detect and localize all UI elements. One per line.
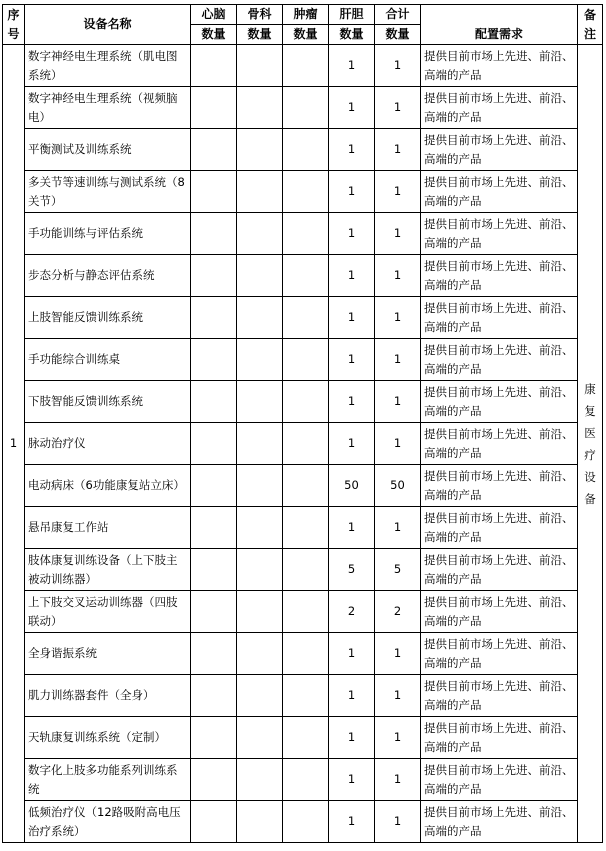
equipment-name-cell: 电动病床（6功能康复站立床） (25, 465, 191, 507)
header-qty: 数量 (191, 25, 237, 45)
qty-total-cell: 1 (375, 717, 421, 759)
header-dept-heart-brain: 心脑 (191, 5, 237, 25)
table-row (3, 45, 603, 87)
qty-heart-brain-cell (191, 633, 237, 675)
qty-hepatobiliary-cell: 1 (329, 339, 375, 381)
requirement-cell: 提供目前市场上先进、前沿、高端的产品 (421, 717, 578, 759)
qty-total-cell: 1 (375, 213, 421, 255)
qty-hepatobiliary-cell: 1 (329, 717, 375, 759)
table-row (3, 675, 603, 717)
qty-oncology-cell (283, 465, 329, 507)
table-row (3, 801, 603, 843)
qty-heart-brain-cell (191, 297, 237, 339)
qty-total-cell: 1 (375, 381, 421, 423)
equipment-name-cell: 数字神经电生理系统（视频脑电） (25, 87, 191, 129)
table-row (3, 213, 603, 255)
qty-hepatobiliary-cell: 1 (329, 633, 375, 675)
header-qty: 数量 (237, 25, 283, 45)
qty-heart-brain-cell (191, 675, 237, 717)
qty-heart-brain-cell (191, 801, 237, 843)
qty-total-cell: 1 (375, 171, 421, 213)
qty-ortho-cell (237, 297, 283, 339)
qty-oncology-cell (283, 549, 329, 591)
requirement-cell: 提供目前市场上先进、前沿、高端的产品 (421, 45, 578, 87)
requirement-cell: 提供目前市场上先进、前沿、高端的产品 (421, 801, 578, 843)
equipment-name-cell: 步态分析与静态评估系统 (25, 255, 191, 297)
qty-hepatobiliary-cell: 1 (329, 675, 375, 717)
qty-total-cell: 1 (375, 633, 421, 675)
qty-ortho-cell (237, 45, 283, 87)
qty-oncology-cell (283, 381, 329, 423)
header-dept-ortho: 骨科 (237, 5, 283, 25)
qty-heart-brain-cell (191, 591, 237, 633)
header-seq: 序号 (3, 5, 25, 45)
equipment-name-cell: 手功能综合训练桌 (25, 339, 191, 381)
requirement-cell: 提供目前市场上先进、前沿、高端的产品 (421, 423, 578, 465)
qty-hepatobiliary-cell: 1 (329, 255, 375, 297)
qty-heart-brain-cell (191, 171, 237, 213)
equipment-name-cell: 平衡测试及训练系统 (25, 129, 191, 171)
table-row (3, 255, 603, 297)
header-qty: 数量 (283, 25, 329, 45)
qty-oncology-cell (283, 297, 329, 339)
qty-oncology-cell (283, 801, 329, 843)
qty-ortho-cell (237, 465, 283, 507)
qty-oncology-cell (283, 759, 329, 801)
group-seq-cell: 1 (3, 45, 25, 843)
qty-heart-brain-cell (191, 759, 237, 801)
table-row (3, 591, 603, 633)
equipment-name-cell: 肢体康复训练设备（上下肢主被动训练器） (25, 549, 191, 591)
qty-ortho-cell (237, 801, 283, 843)
equipment-name-cell: 下肢智能反馈训练系统 (25, 381, 191, 423)
equipment-name-cell: 天轨康复训练系统（定制） (25, 717, 191, 759)
qty-heart-brain-cell (191, 45, 237, 87)
equipment-name-cell: 上肢智能反馈训练系统 (25, 297, 191, 339)
qty-hepatobiliary-cell: 1 (329, 297, 375, 339)
requirement-cell: 提供目前市场上先进、前沿、高端的产品 (421, 759, 578, 801)
qty-ortho-cell (237, 507, 283, 549)
equipment-name-cell: 手功能训练与评估系统 (25, 213, 191, 255)
qty-oncology-cell (283, 45, 329, 87)
group-remark-text: 康复医疗设备 (584, 381, 596, 506)
requirement-cell: 提供目前市场上先进、前沿、高端的产品 (421, 549, 578, 591)
table-row (3, 507, 603, 549)
header-name: 设备名称 (25, 5, 191, 45)
qty-oncology-cell (283, 717, 329, 759)
qty-total-cell: 2 (375, 591, 421, 633)
qty-hepatobiliary-cell: 1 (329, 507, 375, 549)
qty-oncology-cell (283, 87, 329, 129)
qty-hepatobiliary-cell: 1 (329, 381, 375, 423)
qty-oncology-cell (283, 129, 329, 171)
equipment-name-cell: 悬吊康复工作站 (25, 507, 191, 549)
qty-hepatobiliary-cell: 1 (329, 87, 375, 129)
qty-ortho-cell (237, 423, 283, 465)
group-remark-cell (578, 45, 603, 843)
qty-oncology-cell (283, 171, 329, 213)
requirement-cell: 提供目前市场上先进、前沿、高端的产品 (421, 591, 578, 633)
qty-total-cell: 1 (375, 87, 421, 129)
qty-oncology-cell (283, 507, 329, 549)
equipment-table (2, 4, 603, 843)
qty-heart-brain-cell (191, 87, 237, 129)
qty-hepatobiliary-cell: 1 (329, 759, 375, 801)
qty-heart-brain-cell (191, 549, 237, 591)
qty-ortho-cell (237, 633, 283, 675)
qty-total-cell: 1 (375, 507, 421, 549)
qty-hepatobiliary-cell: 1 (329, 423, 375, 465)
table-row (3, 297, 603, 339)
requirement-cell: 提供目前市场上先进、前沿、高端的产品 (421, 213, 578, 255)
equipment-name-cell: 多关节等速训练与测试系统（8关节） (25, 171, 191, 213)
table-row (3, 549, 603, 591)
equipment-name-cell: 数字神经电生理系统（肌电图系统） (25, 45, 191, 87)
table-row (3, 171, 603, 213)
qty-hepatobiliary-cell: 50 (329, 465, 375, 507)
table-row (3, 717, 603, 759)
equipment-name-cell: 低频治疗仪（12路吸附高电压治疗系统） (25, 801, 191, 843)
qty-oncology-cell (283, 423, 329, 465)
qty-heart-brain-cell (191, 507, 237, 549)
qty-hepatobiliary-cell: 1 (329, 801, 375, 843)
requirement-cell: 提供目前市场上先进、前沿、高端的产品 (421, 297, 578, 339)
requirement-cell: 提供目前市场上先进、前沿、高端的产品 (421, 675, 578, 717)
qty-hepatobiliary-cell: 1 (329, 171, 375, 213)
qty-total-cell: 1 (375, 675, 421, 717)
qty-ortho-cell (237, 129, 283, 171)
qty-ortho-cell (237, 549, 283, 591)
qty-oncology-cell (283, 255, 329, 297)
qty-ortho-cell (237, 381, 283, 423)
requirement-cell: 提供目前市场上先进、前沿、高端的产品 (421, 87, 578, 129)
requirement-cell: 提供目前市场上先进、前沿、高端的产品 (421, 465, 578, 507)
qty-total-cell: 1 (375, 759, 421, 801)
qty-oncology-cell (283, 213, 329, 255)
requirement-cell: 提供目前市场上先进、前沿、高端的产品 (421, 633, 578, 675)
qty-total-cell: 1 (375, 801, 421, 843)
equipment-name-cell: 上下肢交叉运动训练器（四肢联动） (25, 591, 191, 633)
qty-total-cell: 50 (375, 465, 421, 507)
qty-ortho-cell (237, 87, 283, 129)
qty-total-cell: 1 (375, 45, 421, 87)
table-row (3, 339, 603, 381)
qty-heart-brain-cell (191, 423, 237, 465)
table-row (3, 381, 603, 423)
header-req: 配置需求 (421, 5, 578, 45)
equipment-name-cell: 脉动治疗仪 (25, 423, 191, 465)
qty-ortho-cell (237, 171, 283, 213)
qty-heart-brain-cell (191, 213, 237, 255)
table-body (3, 45, 603, 843)
header-dept-total: 合计 (375, 5, 421, 25)
qty-total-cell: 5 (375, 549, 421, 591)
qty-total-cell: 1 (375, 297, 421, 339)
requirement-cell: 提供目前市场上先进、前沿、高端的产品 (421, 381, 578, 423)
equipment-name-cell: 数字化上肢多功能系列训练系统 (25, 759, 191, 801)
requirement-cell: 提供目前市场上先进、前沿、高端的产品 (421, 171, 578, 213)
header-dept-hepatobiliary: 肝胆 (329, 5, 375, 25)
header-remark: 备注 (578, 5, 603, 45)
requirement-cell: 提供目前市场上先进、前沿、高端的产品 (421, 507, 578, 549)
qty-oncology-cell (283, 675, 329, 717)
table-row (3, 465, 603, 507)
header-row-1 (3, 5, 603, 25)
qty-ortho-cell (237, 675, 283, 717)
qty-heart-brain-cell (191, 129, 237, 171)
qty-ortho-cell (237, 213, 283, 255)
qty-ortho-cell (237, 255, 283, 297)
qty-heart-brain-cell (191, 465, 237, 507)
qty-hepatobiliary-cell: 2 (329, 591, 375, 633)
qty-heart-brain-cell (191, 381, 237, 423)
qty-heart-brain-cell (191, 339, 237, 381)
equipment-name-cell: 肌力训练器套件（全身） (25, 675, 191, 717)
qty-hepatobiliary-cell: 5 (329, 549, 375, 591)
qty-ortho-cell (237, 591, 283, 633)
qty-ortho-cell (237, 717, 283, 759)
requirement-cell: 提供目前市场上先进、前沿、高端的产品 (421, 255, 578, 297)
qty-hepatobiliary-cell: 1 (329, 45, 375, 87)
qty-ortho-cell (237, 339, 283, 381)
qty-oncology-cell (283, 339, 329, 381)
table-row (3, 759, 603, 801)
qty-hepatobiliary-cell: 1 (329, 213, 375, 255)
qty-heart-brain-cell (191, 717, 237, 759)
table-row (3, 423, 603, 465)
requirement-cell: 提供目前市场上先进、前沿、高端的产品 (421, 339, 578, 381)
qty-total-cell: 1 (375, 423, 421, 465)
table-row (3, 87, 603, 129)
qty-total-cell: 1 (375, 339, 421, 381)
qty-heart-brain-cell (191, 255, 237, 297)
qty-total-cell: 1 (375, 255, 421, 297)
qty-total-cell: 1 (375, 129, 421, 171)
qty-ortho-cell (237, 759, 283, 801)
header-dept-oncology: 肿瘤 (283, 5, 329, 25)
table-row (3, 129, 603, 171)
qty-oncology-cell (283, 633, 329, 675)
header-qty: 数量 (375, 25, 421, 45)
header-qty: 数量 (329, 25, 375, 45)
qty-hepatobiliary-cell: 1 (329, 129, 375, 171)
equipment-name-cell: 全身谐振系统 (25, 633, 191, 675)
qty-oncology-cell (283, 591, 329, 633)
table-row (3, 633, 603, 675)
requirement-cell: 提供目前市场上先进、前沿、高端的产品 (421, 129, 578, 171)
